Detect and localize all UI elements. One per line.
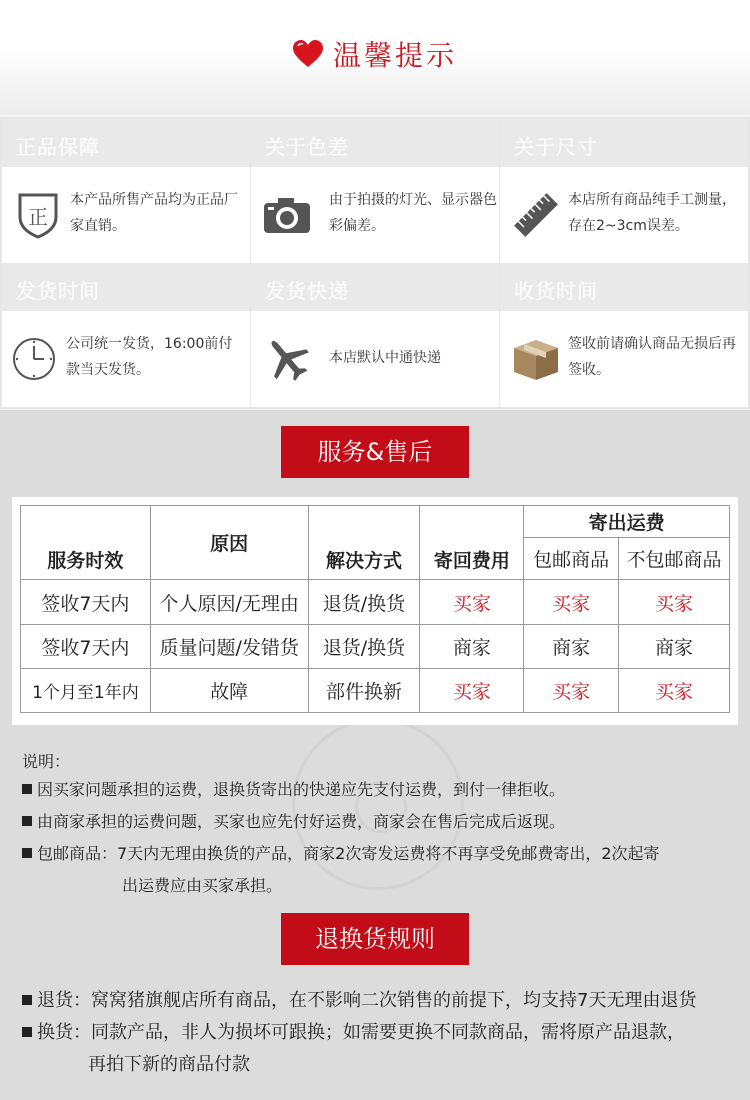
rule-text: 换货：同款产品，非人为损坏可跟换；如需要更换不同款商品，需将原产品退款，	[37, 1022, 685, 1043]
header-free-ship: 包邮商品	[524, 538, 619, 580]
package-box-icon	[510, 333, 562, 385]
rule-item	[22, 985, 742, 1017]
card-express	[251, 263, 499, 407]
cell-period: 签收7天内	[21, 580, 151, 625]
cell-non-free-ship: 商家	[619, 625, 730, 669]
header-reason: 原因	[150, 506, 308, 580]
service-table-box	[12, 497, 738, 725]
card-title: 发货时间	[2, 263, 250, 311]
ruler-icon	[510, 189, 562, 241]
table-row	[21, 580, 730, 625]
cell-free-ship: 商家	[524, 625, 619, 669]
card-ship-time	[2, 263, 250, 407]
bullet-square-icon	[22, 784, 32, 794]
cell-return-fee: 买家	[420, 669, 524, 713]
cell-reason: 质量问题/发错货	[150, 625, 308, 669]
header-return-fee: 寄回费用	[420, 506, 524, 580]
header-area	[0, 0, 750, 115]
card-title: 收货时间	[500, 263, 748, 311]
cell-return-fee: 商家	[420, 625, 524, 669]
note-item	[22, 838, 742, 870]
note-text: 因买家问题承担的运费，退换货寄出的快递应先支付运费，到付一律拒收。	[37, 780, 566, 799]
notes-section	[22, 750, 742, 902]
clock-icon	[8, 333, 60, 385]
page-title: 温馨提示	[332, 39, 457, 72]
card-text: 由于拍摄的灯光、显示器色彩偏差。	[329, 192, 497, 234]
card-receive	[500, 263, 748, 407]
cell-solution: 退货/换货	[308, 580, 420, 625]
svg-text:正: 正	[28, 205, 48, 229]
service-table	[20, 505, 730, 713]
service-banner: 服务&售后	[281, 426, 469, 478]
cell-reason: 故障	[150, 669, 308, 713]
card-size	[500, 119, 748, 263]
cell-period: 1个月至1年内	[21, 669, 151, 713]
cell-free-ship: 买家	[524, 669, 619, 713]
card-text: 本产品所售产品均为正品厂家直销。	[70, 192, 238, 234]
card-color	[251, 119, 499, 263]
bullet-square-icon	[22, 995, 32, 1005]
heart-icon	[293, 40, 323, 68]
bullet-square-icon	[22, 816, 32, 826]
cell-free-ship: 买家	[524, 580, 619, 625]
card-text: 本店所有商品纯手工测量，存在2~3cm误差。	[568, 192, 736, 234]
header-send-fee: 寄出运费	[524, 506, 730, 538]
card-title: 关于色差	[251, 119, 499, 167]
notes-label: 说明：	[22, 752, 71, 771]
card-text: 公司统一发货，16:00前付款当天发货。	[66, 336, 233, 378]
rule-continuation: 再拍下新的商品付款	[88, 1054, 250, 1075]
note-text: 由商家承担的运费问题，买家也应先付好运费，商家会在售后完成后返现。	[37, 812, 566, 831]
table-row	[21, 625, 730, 669]
header-solution: 解决方式	[308, 506, 420, 580]
cell-return-fee: 买家	[420, 580, 524, 625]
note-item	[22, 806, 742, 838]
card-title: 关于尺寸	[500, 119, 748, 167]
cell-solution: 部件换新	[308, 669, 420, 713]
rule-item	[22, 1017, 742, 1049]
note-text: 包邮商品：7天内无理由换货的产品，商家2次寄发运费将不再享受免邮费寄出，2次起寄	[37, 844, 660, 863]
card-text: 签收前请确认商品无损后再签收。	[568, 336, 736, 378]
bullet-square-icon	[22, 1027, 32, 1037]
card-title: 正品保障	[2, 119, 250, 167]
bullet-square-icon	[22, 848, 32, 858]
card-text: 本店默认中通快递	[329, 350, 441, 366]
cell-period: 签收7天内	[21, 625, 151, 669]
info-grid	[0, 117, 750, 409]
table-row	[21, 669, 730, 713]
card-genuine	[2, 119, 250, 263]
cell-non-free-ship: 买家	[619, 669, 730, 713]
genuine-shield-icon	[12, 189, 64, 241]
note-item	[22, 774, 742, 806]
rules-section	[22, 985, 742, 1081]
cell-solution: 退货/换货	[308, 625, 420, 669]
header-non-free-ship: 不包邮商品	[619, 538, 730, 580]
camera-icon	[261, 189, 313, 241]
header-period: 服务时效	[21, 506, 151, 580]
cell-reason: 个人原因/无理由	[150, 580, 308, 625]
airplane-icon	[261, 333, 313, 385]
note-continuation: 出运费应由买家承担。	[122, 876, 283, 895]
cell-non-free-ship: 买家	[619, 580, 730, 625]
rule-text: 退货：窝窝猪旗舰店所有商品，在不影响二次销售的前提下，均支持7天无理由退货	[37, 990, 697, 1011]
rules-banner: 退换货规则	[281, 913, 469, 965]
card-title: 发货快递	[251, 263, 499, 311]
